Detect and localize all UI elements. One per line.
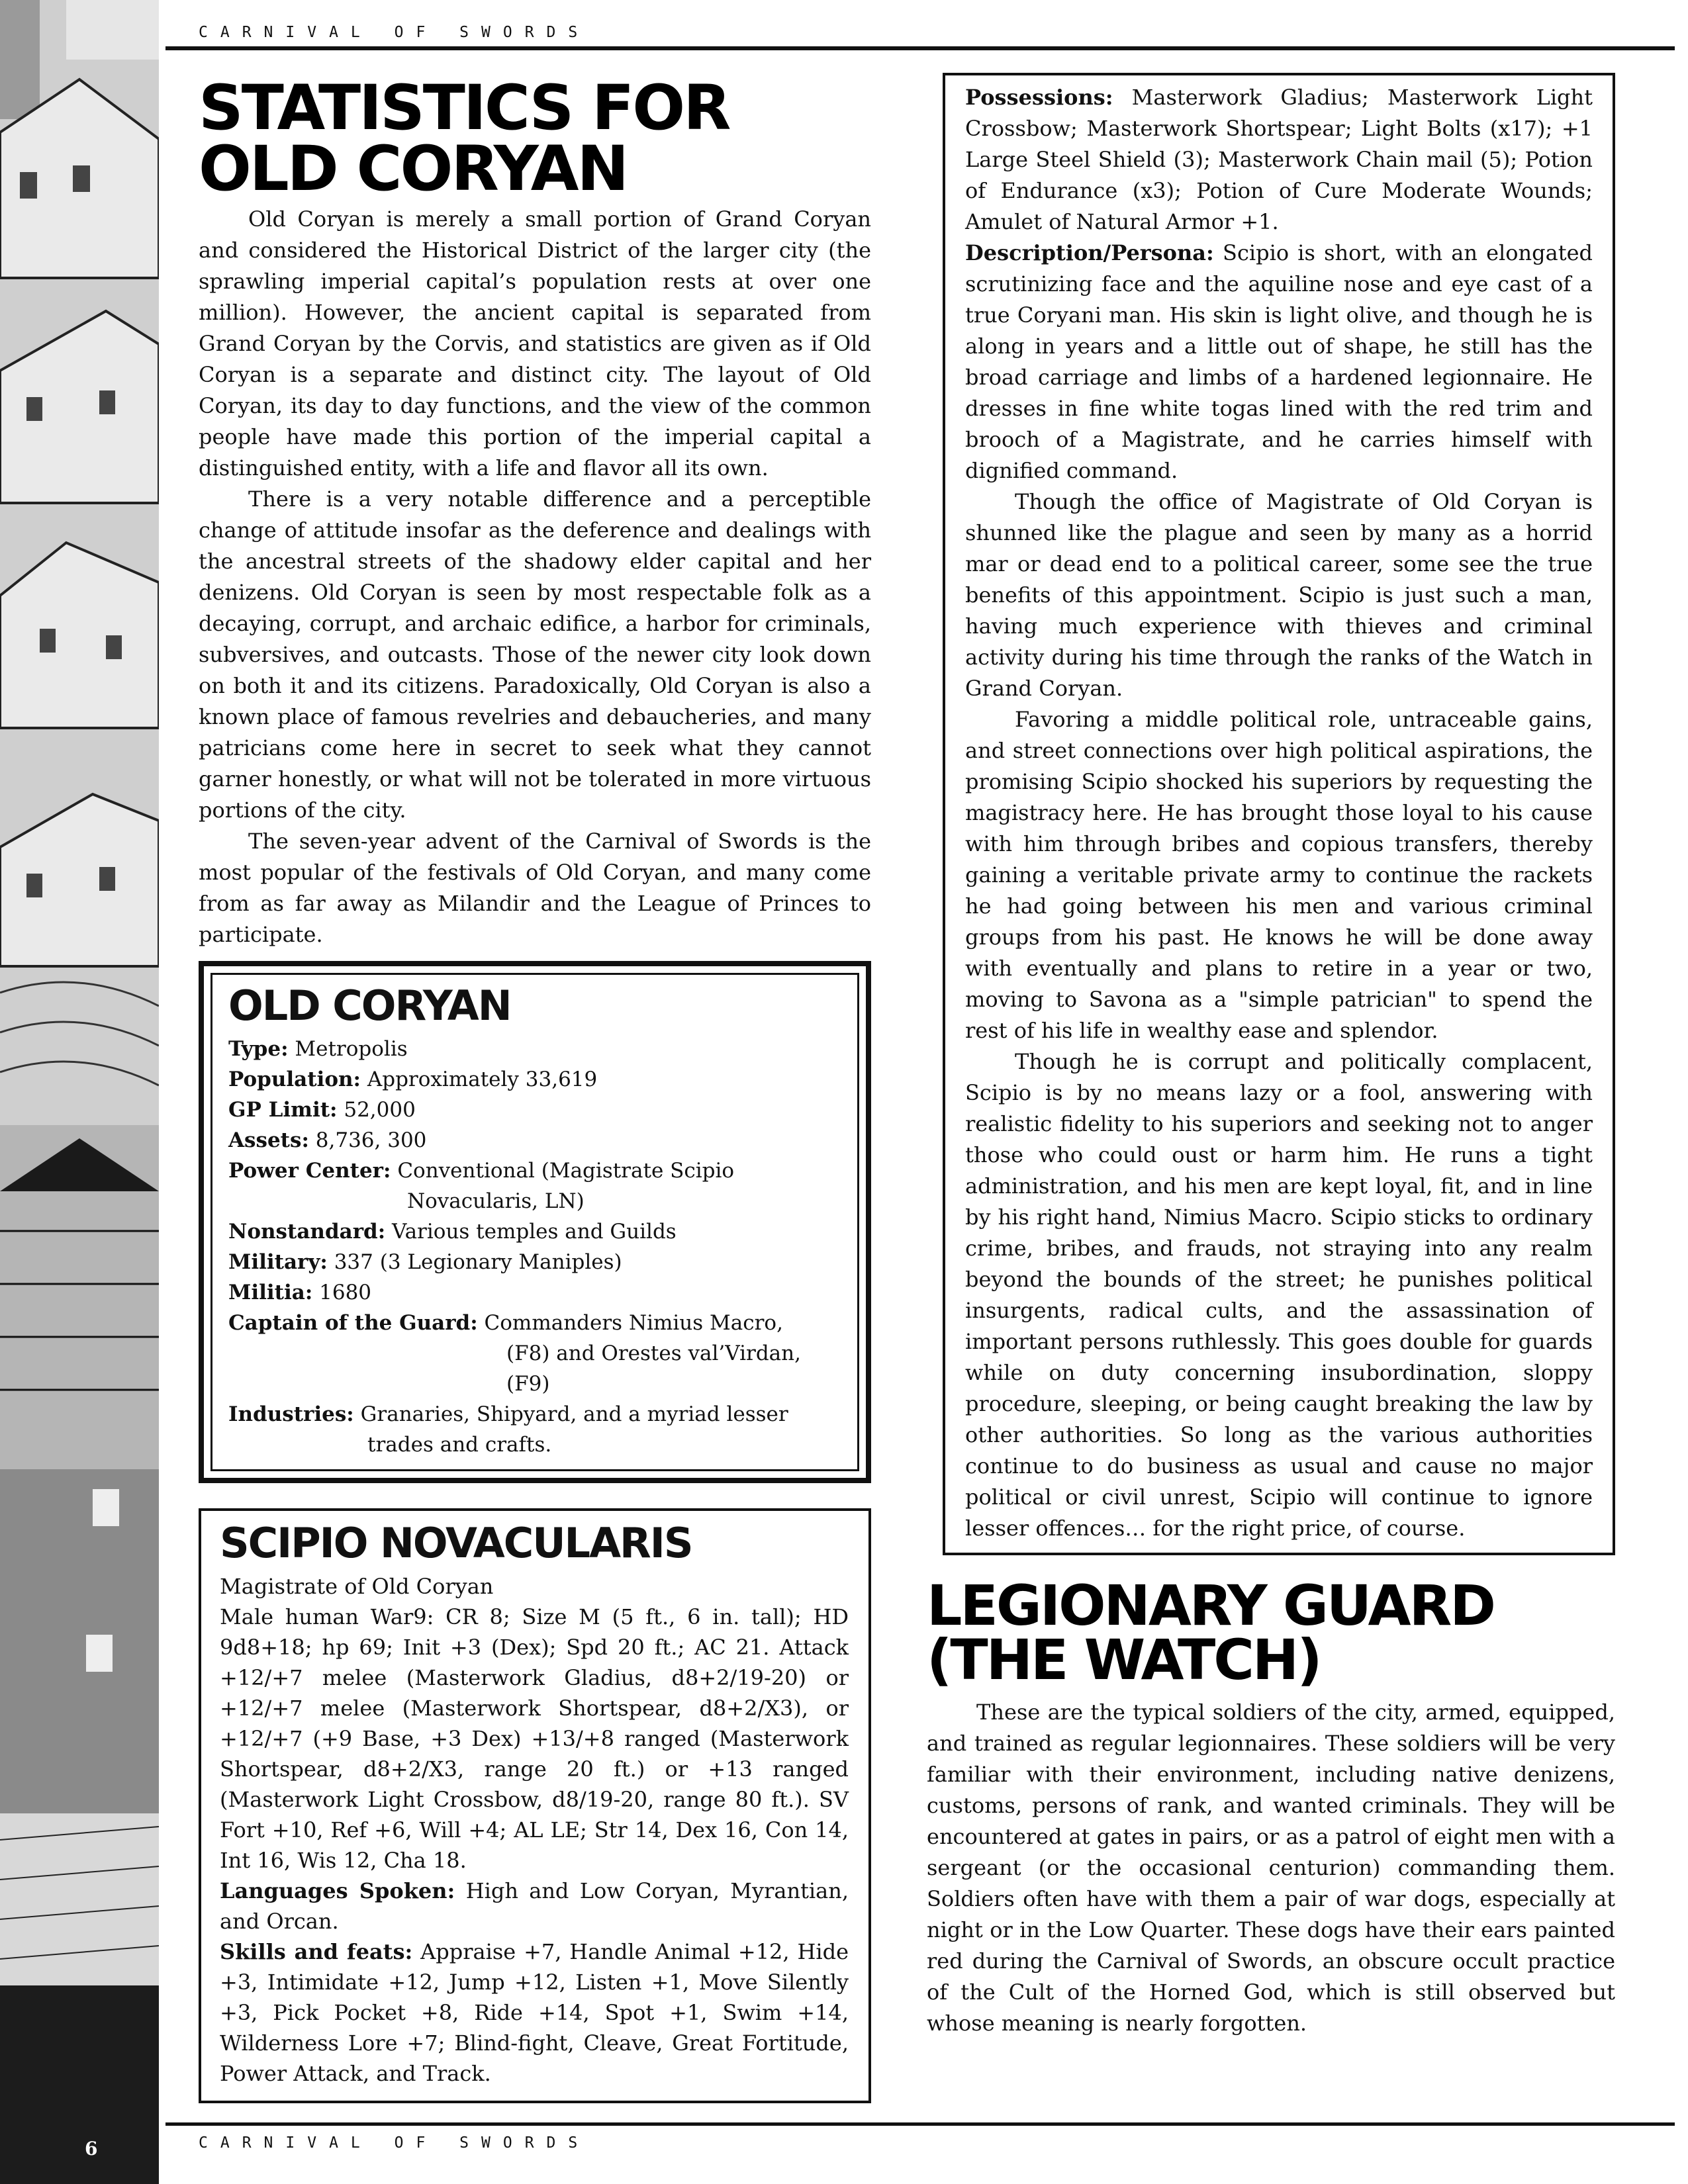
scipio-stat-box	[199, 1508, 871, 2103]
running-header: CARNIVAL OF SWORDS	[199, 24, 590, 41]
scipio-box-title: SCIPIO NOVACULARIS	[220, 1519, 692, 1568]
stat-militia: Militia: 1680	[228, 1281, 372, 1305]
page-number: 6	[85, 2138, 98, 2160]
stat-military: Military: 337 (3 Legionary Maniples)	[228, 1250, 622, 1275]
scipio-skills: Skills and feats: Appraise +7, Handle Animal +12, Hide +3, Intimidate +12, Jump +12, Listen +1, Move Silently +3, Pick Pocket +8, Ride +14, Spot +1, Swim +14, Wilderness Lore +7; Blind-fight, Cleave, Great Fortitude, Power Attack, and Track.	[220, 1939, 849, 2087]
scipio-continued-box	[943, 73, 1615, 1555]
scipio-paragraph: Though the office of Magistrate of Old Coryan is shunned like the plague and seen by many as a horrid mar or dead end to a political career, some see the true benefits of this appointment. Scipio is just such a man, having much experience with thieves and criminal activity during his time through the ranks of the Watch in Grand Coryan.	[965, 489, 1593, 701]
city-stat-box	[199, 961, 871, 1483]
city-box-title: OLD CORYAN	[228, 981, 511, 1030]
stat-power-center-cont: Novacularis, LN)	[407, 1189, 585, 1214]
section-title-line2: (THE WATCH)	[927, 1627, 1321, 1693]
scipio-subtitle: Magistrate of Old Coryan	[220, 1574, 494, 1600]
stat-gp-limit: GP Limit: 52,000	[228, 1098, 416, 1122]
page-title-line2: OLD CORYAN	[199, 133, 628, 206]
left-column	[199, 72, 871, 2103]
intro-paragraph: The seven-year advent of the Carnival of Swords is the most popular of the festivals of Old Coryan, and many come from as far away as Milandir and the League of Princes to participate.	[199, 829, 871, 948]
description-persona: Description/Persona: Scipio is short, with an elongated scrutinizing face and the aquiline nose and eye cast of a true Coryani man. His skin is light olive, and though he is along in years and a little out of shape, he still has the broad carriage and limbs of a hardened legionnaire. He dresses in fine white togas lined with the red trim and brooch of a Magistrate, and he carries himself with dignified command.	[965, 240, 1593, 483]
city-illustration	[0, 0, 159, 2184]
scipio-paragraph: Though he is corrupt and politically complacent, Scipio is by no means lazy or a fool, answering with realistic fidelity to his superiors and seeking not to anger those who could oust or harm him. He runs a tight administration, and his men are kept loyal, fit, and in line by his right hand, Nimius Macro. Scipio sticks to ordinary crime, bribes, and frauds, not straying into any realm beyond the bounds of the street; he punishes political insurgents, radical cults, and the assassination of important persons ruthlessly. This goes double for guards while on duty concerning insubordination, sloppy procedure, sleeping, or being caught breaking the law by other authorities. So long as the various authorities continue to do business as usual and cause no major political or civil unrest, Scipio will continue to ignore lesser offences… for the right price, of course.	[965, 1049, 1593, 1541]
intro-paragraph: Old Coryan is merely a small portion of Grand Coryan and considered the Historical District of the larger city (the sprawling imperial capital’s population rests at over one million). However, the ancient capital is separated from Grand Coryan by the Corvis, and statistics are given as if Old Coryan is a separate and distinct city. The layout of Old Coryan, its day to day functions, and the view of the common people have made this portion of the imperial capital a distinguished entity, with a life and flavor all its own.	[199, 206, 871, 481]
legionary-guard-section	[927, 1573, 1615, 2039]
stat-industries-cont: trades and crafts.	[367, 1433, 552, 1457]
page-title	[199, 72, 871, 206]
footer-rule	[165, 2122, 1675, 2126]
intro-paragraph: There is a very notable difference and a perceptible change of attitude insofar as the deference and dealings with the ancestral streets of the shadowy elder capital and her denizens. Old Coryan is seen by most respectable folk as a decaying, corrupt, and archaic edifice, a harbor for criminals, subversives, and outcasts. Those of the newer city look down on both it and its citizens. Paradoxically, Old Coryan is also a known place of famous revelries and debaucheries, and many patricians come here in secret to seek what they cannot garner honestly, or what will not be tolerated in more virtuous portions of the city.	[199, 486, 871, 823]
stat-population: Population: Approximately 33,619	[228, 1068, 598, 1092]
stat-captain: Captain of the Guard: Commanders Nimius Macro,	[228, 1311, 783, 1336]
legionary-text	[927, 1697, 1615, 2039]
scipio-stats: Male human War9: CR 8; Size M (5 ft., 6 in. tall); HD 9d8+18; hp 69; Init +3 (Dex); Spd 20 ft.; AC 21. Attack +12/+7 melee (Masterwork Gladius, d8+2/19-20) or +12/+7 melee (Masterwork Shortspear, d8+2/X3), or +12/+7 (+9 Base, +3 Dex) +13/+8 ranged (Masterwork Shortspear, d8+2/X3, range 20 ft.) or +13 ranged (Masterwork Light Crossbow, d8/19-20, range 80 ft.). SV Fort +10, Ref +6, Will +4; AL LE; Str 14, Dex 16, Con 14, Int 16, Wis 12, Cha 18.	[220, 1604, 849, 1874]
header-rule	[165, 46, 1675, 50]
stat-captain-cont: (F8) and Orestes val’Virdan,	[506, 1342, 801, 1366]
stat-industries: Industries: Granaries, Shipyard, and a myriad lesser	[228, 1402, 788, 1427]
stat-nonstandard: Nonstandard: Various temples and Guilds	[228, 1220, 677, 1244]
section-title-line1: LEGIONARY GUARD	[927, 1573, 1494, 1638]
stat-power-center: Power Center: Conventional (Magistrate Scipio	[228, 1159, 735, 1183]
possessions: Possessions: Masterwork Gladius; Masterwork Light Crossbow; Masterwork Shortspear; Light Bolts (x17); +1 Large Steel Shield (3); Masterwork Chain mail (5); Potion of Endurance (x3); Potion of Cure Moderate Wounds; Amulet of Natural Armor +1.	[965, 85, 1593, 234]
legionary-paragraph: These are the typical soldiers of the city, armed, equipped, and trained as regular legionnaires. These soldiers will be very familiar with their environment, including native denizens, customs, persons of rank, and wanted criminals. They will be encountered at gates in pairs, or as a patrol of eight men with a sergeant (or the occasional centurion) commanding them. Soldiers often have with them a pair of war dogs, especially at night or in the Low Quarter. These dogs have their ears painted red during the Carnival of Swords, an obscure occult practice of the Cult of the Horned God, which is still observed but whose meaning is nearly forgotten.	[927, 1699, 1615, 2036]
scipio-paragraph: Favoring a middle political role, untraceable gains, and street connections over high political aspirations, the promising Scipio shocked his superiors by requesting the magistracy here. He has brought those loyal to his cause with him through bribes and copious transfers, thereby gaining a veritable private army to continue the rackets he had going between his men and various criminal groups from his past. He knows he will be done away with eventually and plans to retire in a year or two, moving to Savona as a "simple patrician" to spend the rest of his life in wealthy ease and splendor.	[965, 707, 1593, 1043]
page-title-line1: STATISTICS FOR	[199, 72, 729, 144]
intro-text	[199, 204, 871, 950]
stat-assets: Assets: 8,736, 300	[228, 1128, 427, 1153]
running-footer: CARNIVAL OF SWORDS	[199, 2134, 590, 2152]
stat-type: Type: Metropolis	[228, 1037, 408, 1062]
scipio-languages: Languages Spoken: High and Low Coryan, Myrantian, and Orcan.	[220, 1878, 849, 1934]
section-title	[927, 1573, 1615, 1693]
stat-captain-cont: (F9)	[506, 1372, 550, 1396]
